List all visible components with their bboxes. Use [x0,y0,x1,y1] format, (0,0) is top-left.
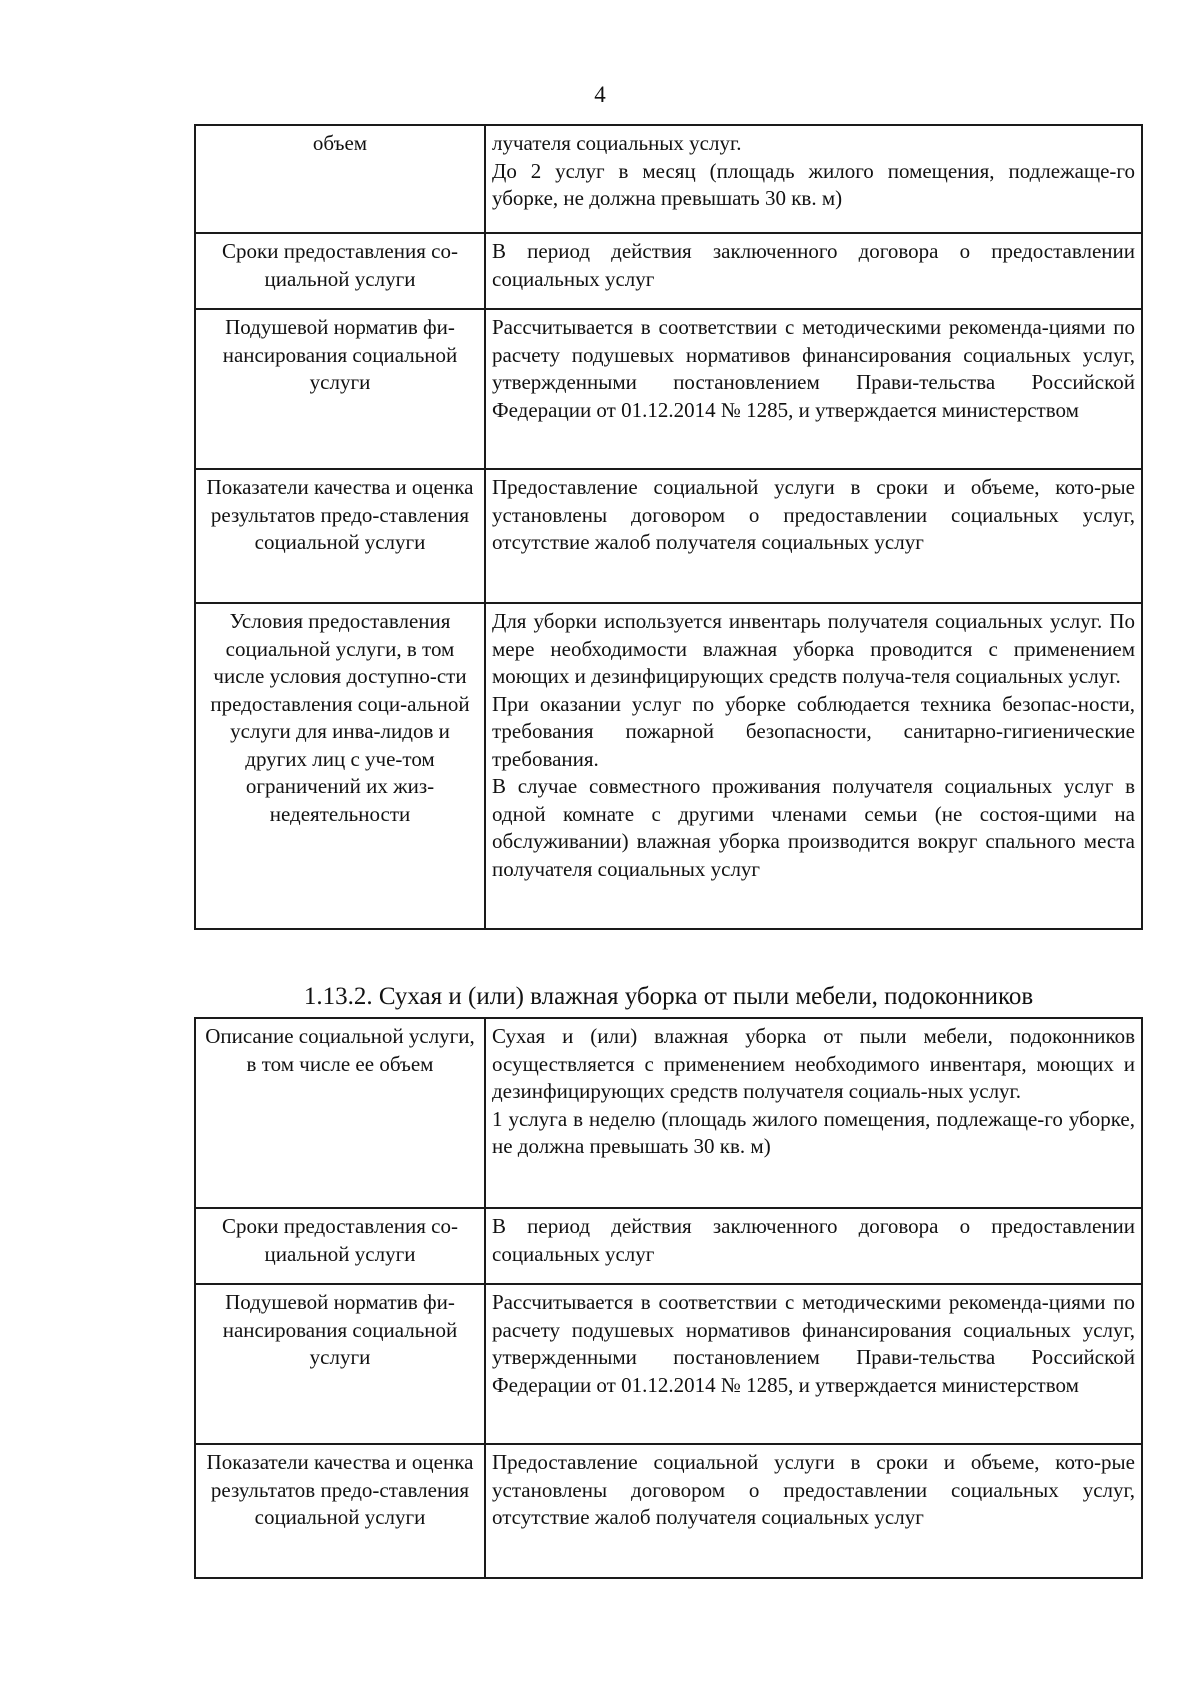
row-value [485,1018,1142,1208]
row-label: Подушевой норматив фи-нансирования социальной услуги [195,1284,485,1444]
value-paragraph: В период действия заключенного договора о предоставлении социальных услуг [492,1214,1135,1266]
value-paragraph: Рассчитывается в соответствии с методическими рекоменда-циями по расчету подушевых нормативов финансирования социальных услуг, утвержденными постановлением Прави-тельства Российской Федерации от 01.12.2014 № 1285, и утверждается министерством [492,315,1135,422]
row-label: Подушевой норматив фи-нансирования социальной услуги [195,309,485,469]
value-paragraph: В период действия заключенного договора о предоставлении социальных услуг [492,239,1135,291]
row-value [485,125,1142,233]
row-label: Показатели качества и оценка результатов предо-ставления социальной услуги [195,469,485,603]
row-label: Сроки предоставления со-циальной услуги [195,233,485,309]
table-row [195,469,1142,603]
value-paragraph: Сухая и (или) влажная уборка от пыли мебели, подоконников осуществляется с применением необходимого инвентаря, моющих и дезинфицирующих средств получателя социаль-ных услуг. [492,1024,1135,1103]
value-paragraph: Рассчитывается в соответствии с методическими рекоменда-циями по расчету подушевых нормативов финансирования социальных услуг, утвержденными постановлением Прави-тельства Российской Федерации от 01.12.2014 № 1285, и утверждается министерством [492,1290,1135,1397]
row-label: Показатели качества и оценка результатов предо-ставления социальной услуги [195,1444,485,1578]
services-table-1-13-2 [194,1017,1143,1579]
table-row [195,309,1142,469]
row-value [485,603,1142,929]
row-value [485,1284,1142,1444]
value-paragraph: Предоставление социальной услуги в сроки и объеме, кото-рые установлены договором о предоставлении социальных услуг, отсутствие жалоб получателя социальных услуг [492,1450,1135,1529]
value-paragraph: 1 услуга в неделю (площадь жилого помещения, подлежаще-го уборке, не должна превышать 30 кв. м) [492,1106,1135,1158]
value-paragraph: Для уборки используется инвентарь получателя социальных услуг. По мере необходимости влажная уборка проводится с применением моющих и дезинфицирующих средств получа-теля социальных услуг. [492,609,1135,688]
row-value [485,469,1142,603]
value-paragraph: В случае совместного проживания получателя социальных услуг в одной комнате с другими членами семьи (не состоя-щими на обслуживании) влажная уборка производится вокруг спального места получателя социальных услуг [492,774,1135,881]
row-label: Сроки предоставления со-циальной услуги [195,1208,485,1284]
table-row [195,1208,1142,1284]
row-value [485,233,1142,309]
page-number: 4 [594,82,606,107]
row-label: Условия предоставления социальной услуги, в том числе условия доступно-сти предоставления соци-альной услуги для инва-лидов и других лиц с уче-том ограничений их жиз-недеятельности [195,603,485,929]
value-paragraph: При оказании услуг по уборке соблюдается техника безопас-ности, требования пожарной безопасности, санитарно-гигиенические требования. [492,691,1135,771]
value-paragraph: До 2 услуг в месяц (площадь жилого помещения, подлежаще-го уборке, не должна превышать 30 кв. м) [492,158,1135,210]
row-label: объем [195,125,485,233]
row-label: Описание социальной услуги, в том числе ее объем [195,1018,485,1208]
row-value [485,1444,1142,1578]
table-row [195,603,1142,929]
table-row [195,1018,1142,1208]
table-row [195,1444,1142,1578]
table-row [195,1284,1142,1444]
services-table-continued [194,124,1143,930]
section-heading: 1.13.2. Сухая и (или) влажная уборка от пыли мебели, подоконников [303,983,1034,1010]
table-row [195,125,1142,233]
row-value [485,1208,1142,1284]
value-paragraph: Предоставление социальной услуги в сроки и объеме, кото-рые установлены договором о предоставлении социальных услуг, отсутствие жалоб получателя социальных услуг [492,475,1135,554]
row-value [485,309,1142,469]
table-row [195,233,1142,309]
value-paragraph: лучателя социальных услуг. [492,131,742,155]
